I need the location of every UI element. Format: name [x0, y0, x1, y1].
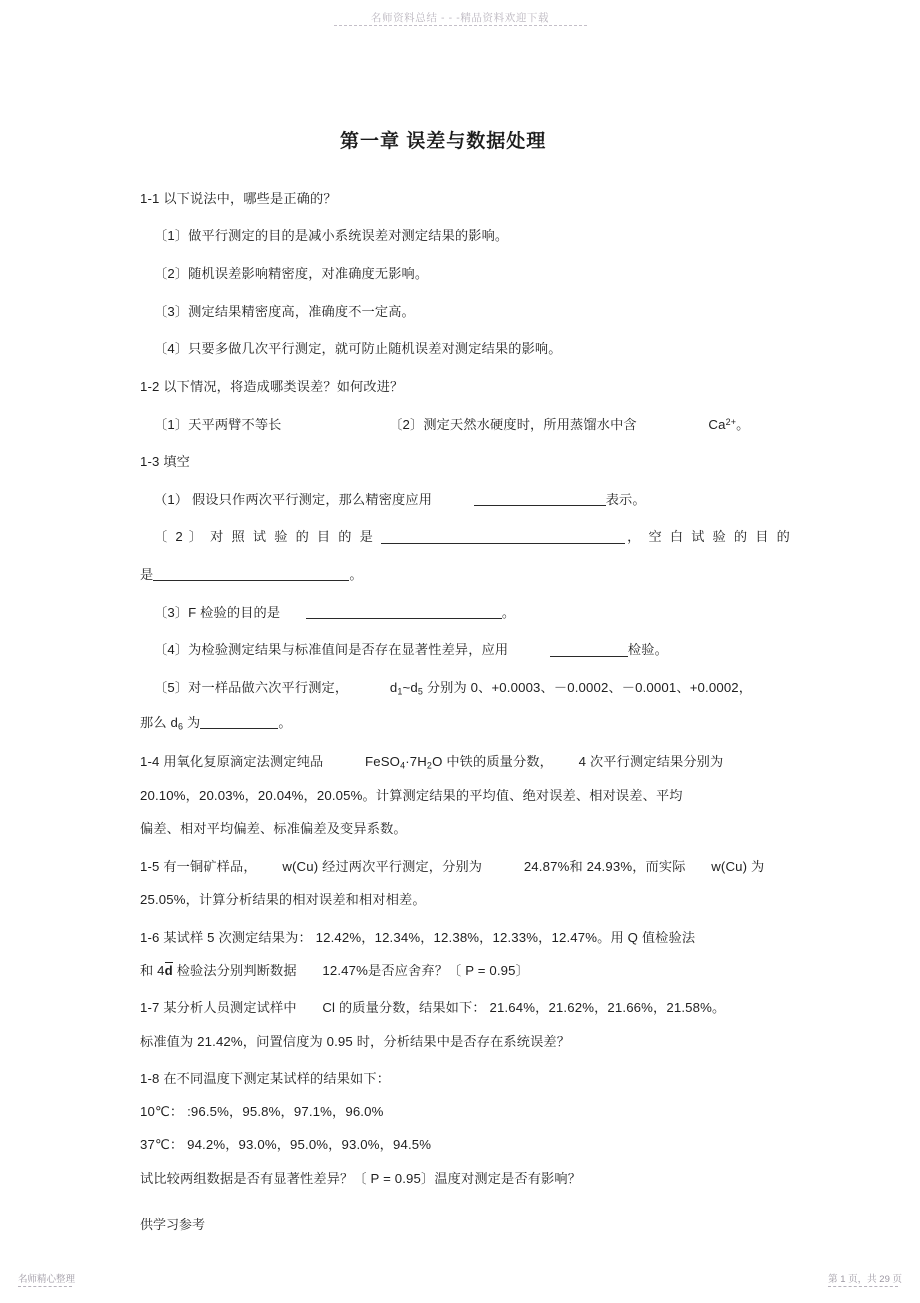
- question-1-3-blank-2-cont-text: 是: [140, 567, 154, 583]
- question-1-7-line-1: [140, 998, 790, 1017]
- top-watermark-text: 名师资料总结 - - -精品资料欢迎下载: [370, 12, 550, 24]
- mass-fraction-cu-2: w(Cu): [711, 858, 748, 874]
- question-1-3-blank-5-cont: [140, 713, 790, 734]
- question-1-3-blank-5-values: 分别为 0、+0.0003、－0.0002、－0.0001、+0.0002，: [426, 680, 753, 696]
- question-1-8-line-1: 1-8 在不同温度下测定某试样的结果如下：: [140, 1071, 391, 1087]
- mass-fraction-cu-1: w(Cu): [282, 858, 319, 874]
- question-1-2-period: 。: [736, 416, 750, 432]
- formula-oxygen: O: [432, 753, 443, 769]
- calcium-ion-charge: 2+: [725, 416, 737, 427]
- document-body: [140, 130, 790, 1246]
- fill-in-blank[interactable]: [200, 715, 278, 729]
- footer-right-dashed-rule: [828, 1286, 898, 1287]
- question-1-3-blank-5-cont-text: 那么: [140, 714, 167, 730]
- fill-in-blank[interactable]: [550, 643, 628, 657]
- footer-watermark-left-text: 名师精心整理: [18, 1273, 76, 1285]
- question-1-7-line-2: 标准值为 21.42%，问置信度为 0.95 时，分析结果中是否存在系统误差？: [140, 1033, 571, 1049]
- question-1-8-line-4: 试比较两组数据是否有显著性差异？〔 P = 0.95〕温度对测定是否有影响？: [140, 1170, 582, 1186]
- closing-note: 供学习参考: [140, 1216, 206, 1232]
- question-1-8-data-10c: 10℃： :96.5%，95.8%，97.1%，96.0%: [140, 1104, 384, 1120]
- question-1-4-line-2: 20.10%，20.03%，20.04%，20.05%。计算测定结果的平均值、绝对误差、相对误差、平均: [140, 788, 683, 804]
- question-1-3-blank-1-text: （1） 假设只作两次平行测定，那么精密度应用: [154, 491, 433, 507]
- question-1-3-blank-1-tail: 表示。: [605, 491, 646, 507]
- question-1-6-text-a: 和 4: [140, 962, 165, 978]
- footer-left-dashed-rule: [18, 1286, 72, 1287]
- question-1-1-option-2: 〔2〕随机误差影响精密度，对准确度无影响。: [154, 265, 429, 281]
- question-1-3-blank-5: [140, 678, 790, 699]
- question-1-6-line-1: 1-6 某试样 5 次测定结果为： 12.42%，12.34%，12.38%，12.33%，12.47%。用 Q 值检验法: [140, 929, 696, 945]
- question-1-3-blank-2-cont: [140, 565, 790, 584]
- question-1-5-line-2: 25.05%，计算分析结果的相对误差和相对相差。: [140, 891, 426, 907]
- calcium-ion-symbol: Ca: [708, 416, 726, 432]
- footer-page-number-text: 第 1 页，共 29 页: [828, 1273, 902, 1285]
- question-1-6-line-2: [140, 961, 790, 980]
- question-1-3-blank-3: [140, 603, 790, 622]
- question-1-1-option-4: 〔4〕只要多做几次平行测定，就可防止随机误差对测定结果的影响。: [154, 341, 562, 357]
- question-1-3-blank-3-text: 〔3〕F 检验的目的是: [154, 604, 281, 620]
- mean-deviation-symbol: d: [164, 962, 173, 978]
- footer-page-number: [828, 1274, 902, 1287]
- question-1-4-text-b: 中铁的质量分数，: [446, 753, 554, 769]
- question-1-3-blank-4-tail: 检验。: [627, 642, 668, 658]
- question-1-3-blank-5-period: 。: [278, 714, 292, 730]
- question-1-2-option-1: 〔1〕天平两臂不等长: [154, 416, 282, 432]
- question-1-3-blank-2-cont-tail: 。: [349, 567, 363, 583]
- question-1-3-blank-4-text: 〔4〕为检验测定结果与标准值间是否存在显著性差异，应用: [154, 642, 509, 658]
- question-1-6-text-b: 检验法分别判断数据: [176, 962, 297, 978]
- question-1-1-stem: 1-1 以下说法中，哪些是正确的？: [140, 190, 337, 206]
- deviation-subscript-1: 1: [397, 686, 403, 697]
- question-1-3-blank-4: [140, 640, 790, 659]
- footer-watermark-left: [18, 1274, 75, 1287]
- question-1-4-text-c: 4 次平行测定结果分别为: [578, 753, 724, 769]
- fill-in-blank[interactable]: [474, 492, 606, 506]
- formula-subscript-4: 4: [400, 760, 406, 771]
- question-1-5-text-b: 经过两次平行测定，分别为: [322, 858, 483, 874]
- question-1-5-line-1: [140, 857, 790, 876]
- question-1-3-blank-2: [140, 527, 790, 546]
- top-watermark-dashed-rule: [334, 25, 587, 26]
- fill-in-blank[interactable]: [306, 605, 502, 619]
- deviation-subscript-6: 6: [178, 721, 184, 732]
- question-1-1-option-1: 〔1〕做平行测定的目的是减小系统误差对测定结果的影响。: [154, 228, 509, 244]
- formula-subscript-2: 2: [426, 760, 433, 771]
- fill-in-blank[interactable]: [153, 567, 349, 581]
- question-1-2-option-2-text: 〔2〕测定天然水硬度时，所用蒸馏水中含: [389, 416, 637, 432]
- page-title: 第一章 误差与数据处理: [340, 131, 547, 152]
- question-1-5-text-d: 为: [750, 858, 765, 874]
- fill-in-blank[interactable]: [381, 530, 625, 544]
- question-1-3-blank-2-text: 〔 2 〕 对 照 试 验 的 目 的 是: [154, 529, 376, 545]
- question-1-4-line-3: 偏差、相对平均偏差、标准偏差及变异系数。: [140, 821, 407, 837]
- question-1-4-text-a: 1-4 用氧化复原滴定法测定纯品: [140, 753, 324, 769]
- deviation-symbol-d1: d: [389, 680, 398, 696]
- question-1-2-stem: 1-2 以下情况，将造成哪类误差？如何改进？: [140, 378, 404, 394]
- deviation-symbol-d6: d: [170, 714, 178, 730]
- chemical-formula-feso4: FeSO: [365, 753, 401, 769]
- question-1-5-text-a: 1-5 有一铜矿样品，: [140, 858, 257, 874]
- formula-hydrate: ·7H: [405, 753, 427, 769]
- question-1-2-options: [140, 415, 790, 434]
- question-1-3-blank-1: [140, 490, 790, 509]
- question-1-5-text-c: 24.87%和 24.93%，而实际: [523, 858, 686, 874]
- question-1-8-data-37c: 37℃： 94.2%，93.0%，95.0%，93.0%，94.5%: [140, 1137, 432, 1153]
- question-1-6-text-c: 12.47%是否应舍弃？〔 P = 0.95〕: [322, 962, 529, 978]
- top-watermark: [0, 12, 920, 26]
- question-1-3-stem: 1-3 填空: [140, 454, 190, 470]
- chloride-symbol: Cl: [322, 1000, 336, 1016]
- question-1-7-text-b: 的质量分数，结果如下： 21.64%，21.62%，21.66%，21.58%。: [338, 1000, 726, 1016]
- question-1-4-line-1: [140, 752, 790, 773]
- deviation-subscript-5: 5: [417, 686, 423, 697]
- deviation-range: ~d: [402, 680, 418, 696]
- question-1-7-text-a: 1-7 某分析人员测定试样中: [140, 1000, 297, 1016]
- question-1-3-blank-2-tail: ， 空 白 试 验 的 目 的: [625, 529, 790, 545]
- question-1-1-option-3: 〔3〕测定结果精密度高，准确度不一定高。: [154, 303, 415, 319]
- question-1-3-blank-5-cont-tail: 为: [186, 714, 201, 730]
- question-1-3-blank-5-text: 〔5〕对一样品做六次平行测定，: [154, 680, 349, 696]
- question-1-3-blank-3-tail: 。: [501, 604, 516, 620]
